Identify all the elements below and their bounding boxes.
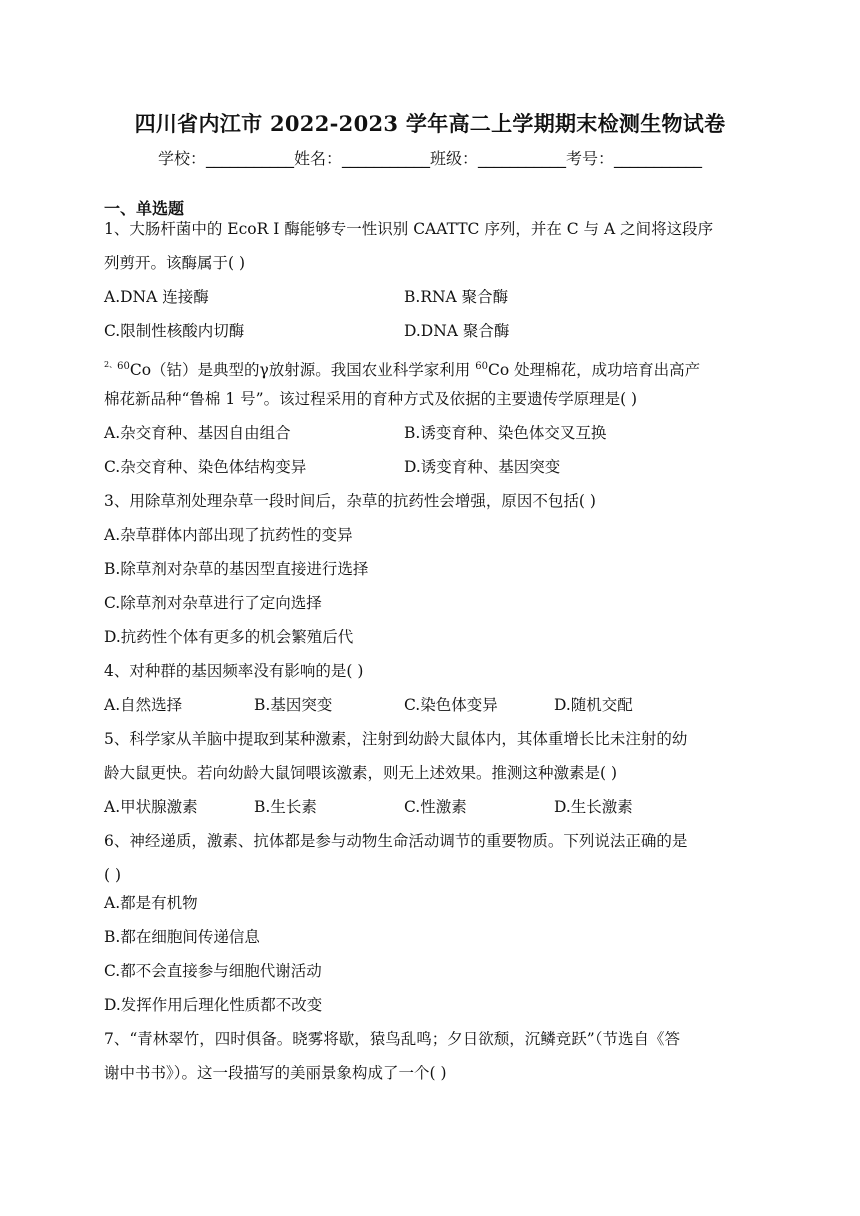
q5-option-a: A.甲状腺激素 <box>104 798 198 816</box>
q2-option-a: A.杂交育种、基因自由组合 <box>104 424 291 442</box>
q5-option-b: B.生长素 <box>254 798 317 816</box>
q3-option-c: C.除草剂对杂草进行了定向选择 <box>104 594 322 612</box>
q1-line2: 列剪开。该酶属于( ) <box>104 254 246 272</box>
q4-option-c: C.染色体变异 <box>404 696 498 714</box>
q1-option-b: B.RNA 聚合酶 <box>404 288 509 306</box>
q6-option-a: A.都是有机物 <box>104 894 198 912</box>
q6-option-b: B.都在细胞间传递信息 <box>104 928 260 946</box>
q5-line1: 5、科学家从羊脑中提取到某种激素，注射到幼龄大鼠体内，其体重增长比未注射的幼 <box>104 730 688 748</box>
q2-isotope-superscript: 60 <box>117 361 130 372</box>
q4-option-b: B.基因突变 <box>254 696 333 714</box>
q2-text-part1: Co（钴）是典型的γ放射源。我国农业科学家利用 <box>129 361 476 379</box>
q1-option-a: A.DNA 连接酶 <box>104 288 209 306</box>
q2-line2: 棉花新品种“鲁棉 1 号”。该过程采用的育种方式及依据的主要遗传学原理是( ) <box>104 390 638 408</box>
q5-option-c: C.性激素 <box>404 798 467 816</box>
q6-option-d: D.发挥作用后理化性质都不改变 <box>104 996 323 1014</box>
q2-number: 2、 <box>104 360 118 369</box>
q3-option-b: B.除草剂对杂草的基因型直接进行选择 <box>104 560 369 578</box>
q1-option-d: D.DNA 聚合酶 <box>404 322 510 340</box>
student-info-line: 学校：___________姓名：___________班级：___________考号：___________ <box>157 149 702 168</box>
section-heading: 一、单选题 <box>104 199 185 218</box>
q6-line2: ( ) <box>104 866 122 884</box>
q7-line2: 谢中书书》）。这一段描写的美丽景象构成了一个( ) <box>104 1064 447 1082</box>
q6-line1: 6、神经递质，激素、抗体都是参与动物生命活动调节的重要物质。下列说法正确的是 <box>104 832 688 850</box>
q2-option-c: C.杂交育种、染色体结构变异 <box>104 458 307 476</box>
q2-isotope-superscript-2: 60 <box>475 361 488 372</box>
q3-option-d: D.抗药性个体有更多的机会繁殖后代 <box>104 628 354 646</box>
q6-option-c: C.都不会直接参与细胞代谢活动 <box>104 962 322 980</box>
q2-option-d: D.诱变育种、基因突变 <box>404 458 561 476</box>
q4-option-d: D.随机交配 <box>554 696 633 714</box>
q5-option-d: D.生长激素 <box>554 798 633 816</box>
exam-title: 四川省内江市 2022-2023 学年高二上学期期末检测生物试卷 <box>134 111 726 136</box>
q2-option-b: B.诱变育种、染色体交叉互换 <box>404 424 607 442</box>
q4-option-a: A.自然选择 <box>104 696 183 714</box>
q5-line2: 龄大鼠更快。若向幼龄大鼠饲喂该激素，则无上述效果。推测这种激素是( ) <box>104 764 618 782</box>
q2-text-part2: Co 处理棉花，成功培育出高产 <box>487 361 701 379</box>
q1-option-c: C.限制性核酸内切酶 <box>104 322 245 340</box>
q4-line1: 4、对种群的基因频率没有影响的是( ) <box>104 662 364 680</box>
q3-line1: 3、用除草剂处理杂草一段时间后，杂草的抗药性会增强，原因不包括( ) <box>104 492 596 510</box>
q3-option-a: A.杂草群体内部出现了抗药性的变异 <box>104 526 353 544</box>
q1-line1: 1、大肠杆菌中的 EcoR Ⅰ 酶能够专一性识别 CAATTC 序列，并在 C 与 A 之间将这段序 <box>104 220 714 238</box>
q7-line1: 7、“青林翠竹，四时俱备。晓雾将歇，猿鸟乱鸣；夕日欲颓，沉鳞竞跃”（节选自《答 <box>104 1030 680 1048</box>
